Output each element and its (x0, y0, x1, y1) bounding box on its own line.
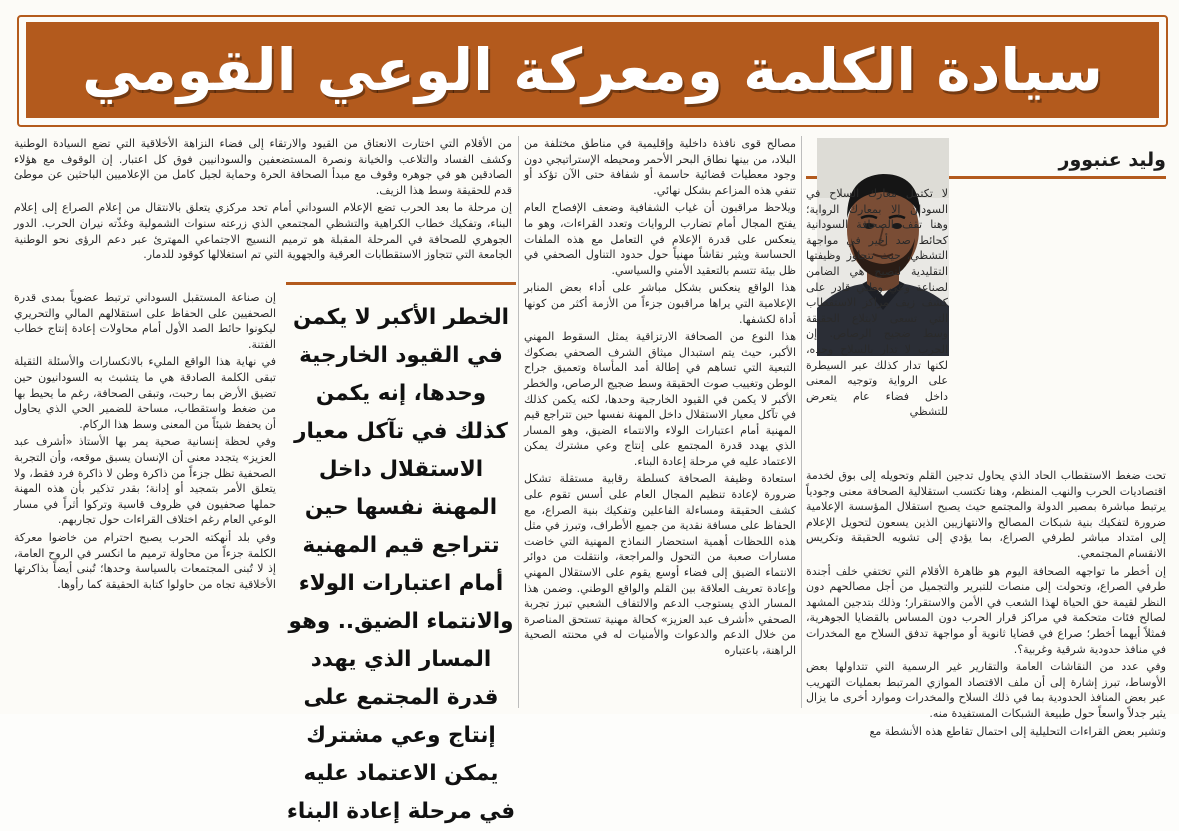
paragraph: هذا الواقع ينعكس بشكل مباشر على أداء بعض المنابر الإعلامية التي يراها مراقبون جزءاً من الأزمة أكثر من كونها أداة لكشفها. (524, 281, 796, 326)
paragraph: تحت ضغط الاستقطاب الحاد الذي يحاول تدجين القلم وتحويله إلى بوق لخدمة اقتصاديات الحرب والنهب المنظم، وهنا تكتسب استقلالية الصحافة معنى وجودياً يرتبط مباشرة بمصير الدولة والمجتمع حيث يصبح استقلال المؤسسة الإعلامية ضرورة لتفكيك بنية شبكات المصالح والانتهازيين الذين يسعون لتحويل الإعلام إلى امتداد مباشر لطرفي الصراع، بما يؤدي إلى تشويه الحقيقة وتكريس الانقسام المجتمعي. (806, 469, 1166, 560)
pull-quote-text: الخطر الأكبر لا يكمن في القيود الخارجية وحدها، إنه يكمن كذلك في تآكل معيار الاستقلال داخل المهنة نفسها حين تتراجع قيم المهنية أمام اعتبارات الولاء والانتماء الضيق.. وهو المسار الذي يهدد قدرة المجتمع على إنتاج وعي مشترك يمكن الاعتماد عليه في مرحلة إعادة البناء (286, 305, 516, 824)
author-name: وليد عنبوور (1058, 149, 1166, 171)
column-right-bottom (806, 468, 1166, 738)
paragraph: إن مرحلة ما بعد الحرب تضع الإعلام السوداني أمام تحد مركزي يتعلق بالانتقال من إعلام الصراع إلى إعلام البناء، وتفكيك خطاب الكراهية والتشظي المجتمعي الذي زرعته سنوات الشمولية وغذّته نيران الحرب. الدور الجوهري للصحافة في المرحلة المقبلة هو ترميم النسيج الاجتماعي المهترئ عبر دعم الرؤى نحو الوطنية الجامعة التي تتجاوز الاستقطابات العرقية والجهوية التي تم استغلالها كوقود للدمار. (14, 201, 512, 262)
headline-banner (26, 22, 1159, 118)
paragraph: استعادة وظيفة الصحافة كسلطة رقابية مستقلة تشكل ضرورة لإعادة تنظيم المجال العام على أسس تقوم على كشف الحقيقة ومساءلة الفاعلين وتفكيك بنية الصراع، مع الحفاظ على مسافة نقدية من جميع الأطراف، وتبرز في مثل هذه اللحظات أهمية استحضار النماذج المهنية التي خاضت مسارات صعبة من التحول والمراجعة، وانتقلت من دوائر الانتماء الضيق إلى فضاء أوسع يقوم على الاستقلال المهني وإعادة تعريف العلاقة بين القلم والواقع الوطني. وضمن هذا المسار الذي يستوجب الدعم والالتفاف الشعبي تبرز تجربة الصحفي «أشرف عبد العزيز» كحالة مهنية تستحق المناصرة من خلال الدعم والدعوات والأمنيات له في محنته الصحية الراهنة، باعتباره (524, 472, 796, 657)
paragraph: هذا النوع من الصحافة الارتزاقية يمثل السقوط المهني الأكبر، حيث يتم استبدال ميثاق الشرف الصحفي بصكوك التبعية التي تساهم في إطالة أمد المأساة وتعميق جراح الوطن وتغييب صوت الحقيقة وسط ضجيج الرصاص، والخطر الأكبر لا يكمن في القيود الخارجية وحدها، لكنه يكمن كذلك في تآكل معيار الاستقلال داخل المهنة نفسها حين تتراجع قيم المهنية أمام اعتبارات الولاء والانتماء الضيق، وهو المسار الذي يهدد قدرة المجتمع على إنتاج وعي مشترك يمكن الاعتماد عليه في مرحلة إعادة البناء. (524, 330, 796, 468)
column-middle (524, 136, 796, 708)
author-byline (952, 140, 1166, 180)
paragraph: ويلاحظ مراقبون أن غياب الشفافية وضعف الإفصاح العام يفتح المجال أمام تضارب الروايات وتعدد القراءات، وهو ما ينعكس على قدرة الإعلام في التعامل مع هذه الملفات الحساسة ويثير نقاشاً مهنياً حول حدود التناول الصحفي في ظل بيئة تتسم بالتعقيد الأمني والسياسي. (524, 201, 796, 277)
paragraph: وتشير بعض القراءات التحليلية إلى احتمال تقاطع هذه الأنشطة مع (869, 724, 1166, 738)
paragraph: وفي عدد من النقاشات العامة والتقارير غير الرسمية التي تتداولها بعض الأوساط، تبرز إشارة إلى أن ملف الاقتصاد الموازي المرتبط بعمليات التهريب عبر بعض المنافذ الحدودية بما في ذلك السلاح والمخدرات وموارد أخرى ما يزال يثير جدلاً واسعاً حول طبيعة الشبكات المستفيدة منه. (806, 660, 1166, 720)
paragraph: لا تكتمل معارك السلاح في السودان إلا بمعارك الرواية؛ وهنا تقف الصحافة السودانية كحائط صد أخير في مواجهة التشظي، حيث تتجاوز وظيفتها التقليدية لتصبح هي الضامن لصناعة وعي وطني قادر على كشف زيف مراكز الاستقطاب التي تسعى لابتلاع الحقيقة وسط ضجيج الرصاص. إن الحرب لا تدار بالسلاح وحده، لكنها تدار كذلك عبر السيطرة على الرواية وتوجيه المعنى داخل فضاء عام يتعرض للتشظي (806, 187, 948, 419)
headline: سيادة الكلمة ومعركة الوعي القومي (82, 36, 1103, 104)
paragraph: وفي لحظة إنسانية صحية يمر بها الأستاذ «أشرف عبد العزيز» يتجدد معنى أن الإنسان يسبق موقعه، وأن التجربة الصحفية تظل جزءاً من ذاكرة وطن لا ذاكرة فرد فقط، ولا يتعلق الأمر بتمجيد أو إدانة؛ بقدر تذكير بأن هذه المهنة حملها صحفيون في ظروف قاسية وتركوا أثراً في مسار الوعي العام رغم اختلاف القراءات حول تجاربهم. (14, 435, 276, 527)
paragraph: إن صناعة المستقبل السوداني ترتبط عضوياً بمدى قدرة الصحفيين على الحفاظ على استقلالهم المالي والتحريري ليكونوا حائط الصد الأول أمام محاولات إعادة إنتاج خطاب الفتنة. (14, 291, 276, 351)
paragraph: مصالح قوى نافذة داخلية وإقليمية في مناطق مختلفة من البلاد، من بينها نطاق البحر الأحمر ومحيطه الإستراتيجي دون وجود معطيات قضائية حاسمة أو شفافة حتى الآن تؤكد أو تنفي هذه المزاعم بشكل نهائي. (524, 137, 796, 197)
paragraph: إن أخطر ما تواجهه الصحافة اليوم هو ظاهرة الأقلام التي تختفي خلف أجندة طرفي الصراع، وتحولت إلى منصات للتبرير والتجميل من أجل مصالحهم دون النظر لقيمة حق الحياة لهذا الشعب في الأمن والاستقرار؛ وذلك بتدجين المشهد لصالح فئات متحكمة في مراكز قرار الحرب دون المساس بالقضايا الجوهرية، فمثلاً أيهما أخطر؛ صراع في قضايا ثانوية أو مواجهة تدفق السلاح مع المخدرات في منافذ حدودية شرقية وغربية؟. (806, 564, 1166, 656)
column-left-bottom (14, 290, 276, 708)
column-divider (801, 136, 802, 708)
column-divider (518, 136, 519, 708)
paragraph: في نهاية هذا الواقع المليء بالانكسارات والأسئلة الثقيلة تبقى الكلمة الصادقة هي ما يتشبث به السودانيون حين تضيق الأرض بما رحبت، وتبقى الصحافة، رغم ما يحيط بها من ضغط واستقطاب، مساحة للضمير الحي الذي يحاول أن يحفظ شيئاً من المعنى وسط هذا الركام. (14, 355, 276, 431)
paragraph: وفي بلد أنهكته الحرب يصبح احترام من خاضوا معركة الكلمة جزءاً من محاولة ترميم ما انكسر في الروح العامة، إذ لا تُبنى المجتمعات بالسياسة وحدها؛ تُبنى أيضاً بذاكرتها الأخلاقية تجاه من حاولوا كتابة الحقيقة كما رأوها. (14, 530, 276, 591)
column-left-top (14, 136, 512, 286)
pull-quote (286, 282, 516, 824)
column-beside-photo (806, 186, 948, 466)
paragraph: من الأقلام التي اختارت الانعتاق من القيود والارتقاء إلى فضاء النزاهة الأخلاقية التي تضع السيادة الوطنية وكشف الفساد والتلاعب والخيانة ونصرة المستضعفين والسودانيين فوق كل اعتبار. إن الوقوف مع هؤلاء الصادقين هو في جوهره وقوف مع مبدأ الصحافة الحرة وحماية لجيل كامل من الإعلاميين الباحثين عن موطئ قدم للحقيقة وسط هذا الزيف. (14, 137, 512, 197)
